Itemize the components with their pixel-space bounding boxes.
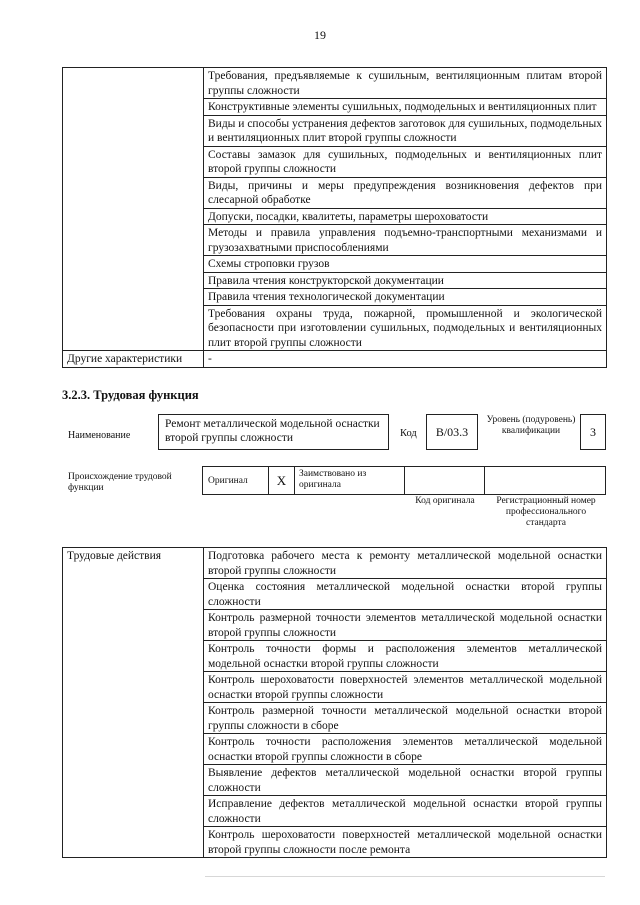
section-heading: 3.2.3. Трудовая функция xyxy=(62,388,199,402)
table-row xyxy=(63,68,607,99)
knowledge-item: Требования, предъявляемые к сушильным, вентиляционным плитам второй группы сложности xyxy=(204,68,607,99)
qualification-level-box: 3 xyxy=(580,414,606,450)
qualification-level-label: Уровень (подуровень) квалификации xyxy=(486,415,576,436)
knowledge-item: Методы и правила управления подъемно-транспортными механизмами и грузозахватными приспособлениями xyxy=(204,225,607,256)
function-name-box: Ремонт металлической модельной оснастки второй группы сложности xyxy=(158,414,389,450)
labor-action-item: Контроль шероховатости поверхностей элементов металлической модельной оснастки второй группы сложности xyxy=(204,672,607,703)
knowledge-item: Правила чтения технологической документации xyxy=(204,289,607,306)
labor-action-item: Контроль размерной точности металлической модельной оснастки второй группы сложности в сборе xyxy=(204,703,607,734)
knowledge-item: Составы замазок для сушильных, подмодельных и вентиляционных плит второй группы сложности xyxy=(204,146,607,177)
knowledge-item: Схемы строповки грузов xyxy=(204,256,607,273)
footer-divider xyxy=(205,876,605,877)
labor-action-item: Контроль точности формы и расположения элементов металлической модельной оснастки второй группы сложности xyxy=(204,641,607,672)
original-code-caption: Код оригинала xyxy=(415,496,475,506)
original-mark: X xyxy=(268,466,295,495)
labor-action-item: Контроль шероховатости поверхностей металлической модельной оснастки второй группы сложности после ремонта xyxy=(204,827,607,858)
registration-number-caption: Регистрационный номер профессионального стандарта xyxy=(496,496,596,528)
borrowed-label: Заимствовано из оригинала xyxy=(294,466,405,495)
code-label: Код xyxy=(400,428,417,439)
name-label: Наименование xyxy=(68,430,131,441)
original-code-cell xyxy=(404,466,485,495)
table-cell-empty xyxy=(63,68,204,351)
knowledge-table xyxy=(62,67,607,368)
knowledge-item: Допуски, посадки, квалитеты, параметры шероховатости xyxy=(204,208,607,225)
labor-actions-table xyxy=(62,547,607,858)
labor-action-item: Оценка состояния металлической модельной оснастки второй группы сложности xyxy=(204,579,607,610)
labor-action-item: Контроль точности расположения элементов металлической модельной оснастки второй группы сложности в сборе xyxy=(204,734,607,765)
knowledge-item: Виды и способы устранения дефектов заготовок для сушильных, подмодельных и вентиляционных плит второй группы сложности xyxy=(204,115,607,146)
labor-action-item: Контроль размерной точности элементов металлической модельной оснастки второй группы сложности xyxy=(204,610,607,641)
labor-actions-label: Трудовые действия xyxy=(63,548,204,858)
knowledge-item: Требования охраны труда, пожарной, промышленной и экологической безопасности при изготовлении сушильных, подмодельных и вентиляционных плит второй группы сложности xyxy=(204,305,607,351)
knowledge-item: Правила чтения конструкторской документации xyxy=(204,272,607,289)
labor-action-item: Исправление дефектов металлической модельной оснастки второй группы сложности xyxy=(204,796,607,827)
other-characteristics-value: - xyxy=(204,351,607,368)
knowledge-item: Конструктивные элементы сушильных, подмодельных и вентиляционных плит xyxy=(204,99,607,116)
origin-label: Происхождение трудовой функции xyxy=(68,472,172,493)
page-number: 19 xyxy=(314,28,326,42)
table-row xyxy=(63,548,607,579)
labor-action-item: Выявление дефектов металлической модельной оснастки второй группы сложности xyxy=(204,765,607,796)
labor-action-item: Подготовка рабочего места к ремонту металлической модельной оснастки второй группы сложности xyxy=(204,548,607,579)
knowledge-item: Виды, причины и меры предупреждения возникновения дефектов при слесарной обработке xyxy=(204,177,607,208)
table-row xyxy=(63,351,607,368)
original-label: Оригинал xyxy=(208,476,248,486)
other-characteristics-label: Другие характеристики xyxy=(63,351,204,368)
function-code-box: B/03.3 xyxy=(426,414,478,450)
